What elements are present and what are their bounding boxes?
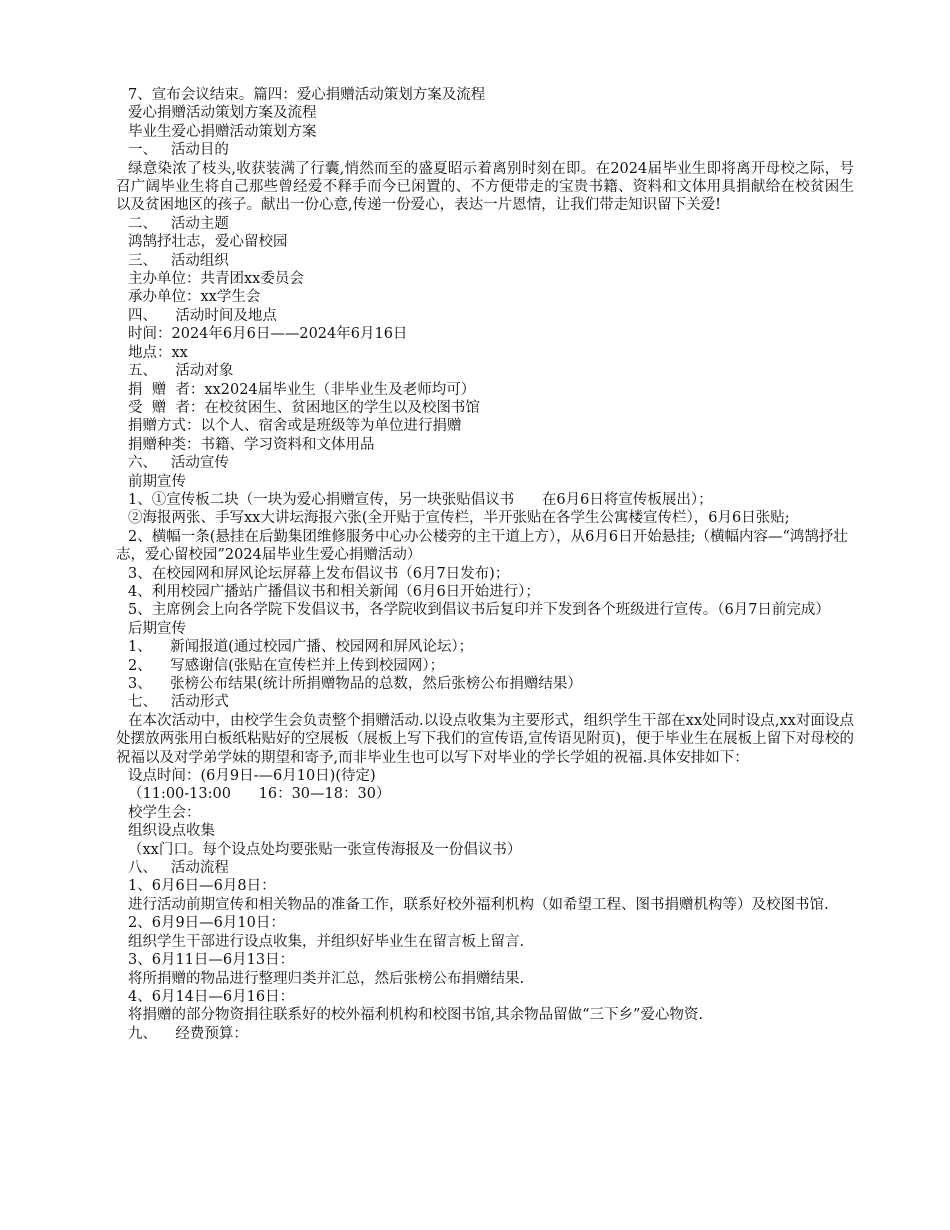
paragraph: 地点：xx [128, 344, 188, 361]
paragraph: 5、主席例会上向各学院下发倡议书，各学院收到倡议书后复印并下发到各个班级进行宣传。（6月7日前完成） [128, 602, 830, 619]
paragraph: 4、6月14日—6月16日： [128, 988, 295, 1005]
paragraph: （xx门口。每个设点处均要张贴一张宣传海报及一份倡议书） [128, 841, 522, 858]
paragraph: 捐 赠 者：xx2024届毕业生（非毕业生及老师均可） [128, 381, 476, 398]
document-body [116, 86, 854, 1043]
paragraph: 六、 活动宣传 [128, 455, 229, 472]
paragraph: 鸿鹄抒壮志，爱心留校园 [128, 234, 288, 251]
paragraph: 承办单位：xx学生会 [128, 289, 261, 306]
paragraph: 一、 活动目的 [128, 142, 229, 159]
paragraph: 组织设点收集 [128, 823, 215, 840]
paragraph: 后期宣传 [128, 620, 186, 637]
paragraph: （11:00-13:00 16：30—18：30） [128, 786, 391, 803]
paragraph: 组织学生干部进行设点收集，并组织好毕业生在留言板上留言. [128, 933, 525, 950]
paragraph: 1、 新闻报道(通过校园广播、校园网和屏风论坛）； [128, 639, 474, 656]
paragraph: 前期宣传 [128, 473, 186, 490]
paragraph: 4、利用校园广播站广播倡议书和相关新闻（6月6日开始进行）； [128, 583, 540, 600]
paragraph: 二、 活动主题 [128, 215, 229, 232]
paragraph: 进行活动前期宣传和相关物品的准备工作，联系好校外福利机构（如希望工程、图书捐赠机构等）及校图书馆. [128, 896, 829, 913]
paragraph: 7、宣布会议结束。篇四：爱心捐赠活动策划方案及流程 [128, 87, 486, 103]
paragraph: 2、6月9日—6月10日： [128, 915, 285, 932]
paragraph: 3、6月11日—6月13日： [128, 952, 295, 969]
paragraph: 爱心捐赠活动策划方案及流程 [128, 105, 317, 122]
paragraph: ②海报两张、手写xx大讲坛海报六张(全开贴于宣传栏，半开张贴在各学生公寓楼宣传栏），6月6日张贴; [128, 510, 790, 527]
paragraph: 2、横幅一条(悬挂在后勤集团维修服务中心办公楼旁的主干道上方），从6月6日开始悬挂;（横幅内容—“鸿鹄抒壮志，爱心留校园”2024届毕业生爱心捐赠活动） [116, 528, 848, 564]
paragraph: 四、 活动时间及地点 [128, 307, 277, 324]
paragraph: 将所捐赠的物品进行整理归类并汇总，然后张榜公布捐赠结果. [128, 970, 525, 987]
paragraph: 五、 活动对象 [128, 363, 234, 380]
paragraph: 七、 活动形式 [128, 694, 229, 711]
paragraph: 受 赠 者：在校贫困生、贫困地区的学生以及校图书馆 [128, 399, 480, 416]
paragraph: 设点时间：(6月9日-—6月10日)(待定) [128, 768, 376, 785]
paragraph: 2、 写感谢信(张贴在宣传栏并上传到校园网）； [128, 657, 445, 674]
paragraph: 将捐赠的部分物资捐往联系好的校外福利机构和校图书馆,其余物品留做“三下乡”爱心物资. [128, 1007, 704, 1024]
paragraph: 主办单位：共青团xx委员会 [128, 271, 304, 288]
paragraph: 九、 经费预算： [128, 1025, 248, 1042]
paragraph: 1、①宣传板二块（一块为爱心捐赠宣传，另一块张贴倡议书 在6月6日将宣传板展出）； [128, 491, 713, 508]
paragraph: 捐赠方式：以个人、宿舍或是班级等为单位进行捐赠 [128, 418, 462, 435]
paragraph: 八、 活动流程 [128, 860, 229, 877]
paragraph: 3、 张榜公布结果(统计所捐赠物品的总数，然后张榜公布捐赠结果） [128, 676, 582, 692]
paragraph: 毕业生爱心捐赠活动策划方案 [128, 123, 317, 140]
paragraph: 三、 活动组织 [128, 252, 229, 269]
paragraph: 校学生会： [128, 804, 201, 821]
paragraph: 绿意染浓了枝头,收获装满了行囊,悄然而至的盛夏昭示着离别时刻在即。在2024届毕业生即将离开母校之际，号召广阔毕业生将自己那些曾经爱不释手而今已闲置的、不方便带走的宝贵书籍、资料和文体用具捐献给在校贫困生以及贫困地区的孩子。献出一份心意,传递一份爱心，表达一片恩情，让我们带走知识留下关爱! [116, 160, 854, 214]
paragraph: 3、在校园网和屏风论坛屏幕上发布倡议书（6月7日发布)； [128, 565, 510, 582]
paragraph: 1、6月6日—6月8日： [128, 878, 276, 895]
paragraph: 时间：2024年6月6日——2024年6月16日 [128, 326, 408, 343]
paragraph: 在本次活动中，由校学生会负责整个捐赠活动.以设点收集为主要形式，组织学生干部在xx处同时设点,xx对面设点处摆放两张用白板纸粘贴好的空展板（展板上写下我们的宣传语,宣传语见附页)，便于毕业生在展板上留下对母校的祝福以及对学弟学妹的期望和寄予,而非毕业生也可以写下对毕业的学长学姐的祝福.具体安排如下： [116, 712, 854, 766]
paragraph: 捐赠种类：书籍、学习资料和文体用品 [128, 436, 375, 453]
